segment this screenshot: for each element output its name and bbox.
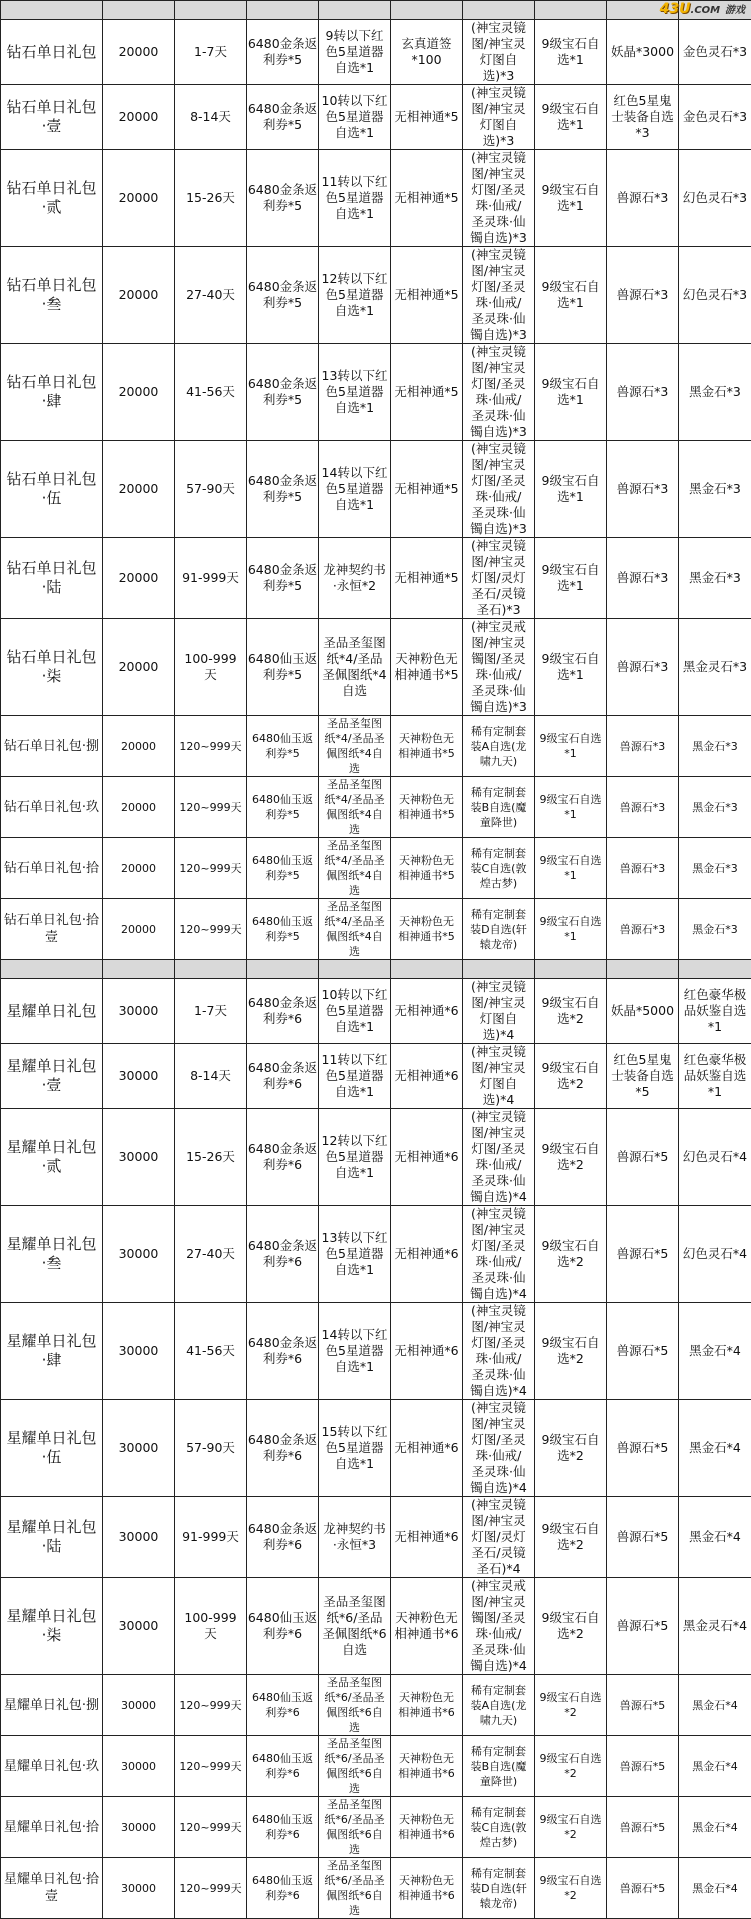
item-slot-1-cell: 12转以下红 色5星道器 自选*1 — [319, 1109, 391, 1206]
gem-choice-cell: 9级宝石自选 *2 — [535, 1675, 607, 1736]
item-slot-4-cell: 兽源石*5 — [607, 1109, 679, 1206]
rebate-voucher-cell: 6480仙玉返 利券*6 — [247, 1797, 319, 1858]
table-row — [1, 1044, 751, 1109]
item-slot-1-cell: 圣品圣玺图 纸*6/圣品 圣佩图纸*6 自选 — [319, 1578, 391, 1675]
rebate-voucher-cell: 6480金条返 利券*5 — [247, 247, 319, 344]
item-slot-3-cell: (神宝灵镜 图/神宝灵 灯图/圣灵 珠·仙戒/ 圣灵珠·仙 镯自选)*4 — [463, 1206, 535, 1303]
gem-choice-cell: 9级宝石自 选*1 — [535, 538, 607, 619]
table-body — [1, 1, 751, 1919]
spirit-stone-cell: 黑金石*4 — [679, 1303, 751, 1400]
empty-header-cell — [535, 1, 607, 20]
price-cell: 20000 — [103, 150, 175, 247]
table-row — [1, 85, 751, 150]
day-range-cell: 120~999天 — [175, 1675, 247, 1736]
day-range-cell: 120~999天 — [175, 1797, 247, 1858]
spirit-stone-cell: 黑金石*4 — [679, 1675, 751, 1736]
spirit-stone-cell: 黑金石*3 — [679, 838, 751, 899]
item-slot-4-cell: 兽源石*3 — [607, 838, 679, 899]
spirit-stone-cell: 黑金灵石*4 — [679, 1578, 751, 1675]
item-slot-3-cell: 稀有定制套 装D自选(轩 辕龙帝) — [463, 899, 535, 960]
item-slot-2-cell: 天神粉色无 相神通书*6 — [391, 1675, 463, 1736]
pack-name-cell: 星耀单日礼包 ·贰 — [1, 1109, 103, 1206]
item-slot-3-cell: (神宝灵镜 图/神宝灵 灯图/圣灵 珠·仙戒/ 圣灵珠·仙 镯自选)*4 — [463, 1400, 535, 1497]
item-slot-3-cell: (神宝灵镜 图/神宝灵 灯图/灵灯 圣石/灵镜 圣石)*3 — [463, 538, 535, 619]
item-slot-2-cell: 天神粉色无 相神通书*5 — [391, 716, 463, 777]
table-row — [1, 1497, 751, 1578]
item-slot-2-cell: 天神粉色无 相神通书*6 — [391, 1858, 463, 1919]
rebate-voucher-cell: 6480金条返 利券*5 — [247, 538, 319, 619]
price-cell: 30000 — [103, 1497, 175, 1578]
table-row — [1, 1675, 751, 1736]
day-range-cell: 91-999天 — [175, 538, 247, 619]
rebate-voucher-cell: 6480金条返 利券*5 — [247, 344, 319, 441]
item-slot-4-cell: 妖晶*3000 — [607, 20, 679, 85]
item-slot-4-cell: 兽源石*5 — [607, 1675, 679, 1736]
item-slot-2-cell: 天神粉色无 相神通书*6 — [391, 1578, 463, 1675]
pack-name-cell: 钻石单日礼包 ·叁 — [1, 247, 103, 344]
item-slot-3-cell: (神宝灵镜 图/神宝灵 灯图/圣灵 珠·仙戒/ 圣灵珠·仙 镯自选)*3 — [463, 150, 535, 247]
rebate-voucher-cell: 6480金条返 利券*5 — [247, 441, 319, 538]
item-slot-2-cell: 天神粉色无 相神通书*5 — [391, 899, 463, 960]
rebate-voucher-cell: 6480金条返 利券*5 — [247, 85, 319, 150]
day-range-cell: 15-26天 — [175, 150, 247, 247]
item-slot-4-cell: 兽源石*3 — [607, 619, 679, 716]
gem-choice-cell: 9级宝石自 选*1 — [535, 619, 607, 716]
spirit-stone-cell: 黑金石*3 — [679, 441, 751, 538]
price-cell: 20000 — [103, 716, 175, 777]
gem-choice-cell: 9级宝石自选 *2 — [535, 1797, 607, 1858]
item-slot-4-cell: 妖晶*5000 — [607, 979, 679, 1044]
item-slot-3-cell: (神宝灵镜 图/神宝灵 灯图/圣灵 珠·仙戒/ 圣灵珠·仙 镯自选)*3 — [463, 247, 535, 344]
item-slot-4-cell: 兽源石*5 — [607, 1797, 679, 1858]
day-range-cell: 1-7天 — [175, 20, 247, 85]
empty-header-cell — [679, 1, 751, 20]
rebate-voucher-cell: 6480金条返 利券*6 — [247, 1303, 319, 1400]
item-slot-1-cell: 9转以下红 色5星道器 自选*1 — [319, 20, 391, 85]
gem-choice-cell: 9级宝石自选 *1 — [535, 899, 607, 960]
table-row — [1, 838, 751, 899]
item-slot-3-cell: (神宝灵戒 图/神宝灵 镯图/圣灵 珠·仙戒/ 圣灵珠·仙 镯自选)*3 — [463, 619, 535, 716]
day-range-cell: 120~999天 — [175, 899, 247, 960]
rebate-voucher-cell: 6480仙玉返 利券*5 — [247, 838, 319, 899]
price-cell: 30000 — [103, 1858, 175, 1919]
item-slot-4-cell: 兽源石*3 — [607, 150, 679, 247]
day-range-cell: 27-40天 — [175, 1206, 247, 1303]
pack-name-cell: 星耀单日礼包 ·肆 — [1, 1303, 103, 1400]
item-slot-3-cell: (神宝灵镜 图/神宝灵 灯图/圣灵 珠·仙戒/ 圣灵珠·仙 镯自选)*4 — [463, 1109, 535, 1206]
item-slot-2-cell: 无相神通*6 — [391, 979, 463, 1044]
pack-name-cell: 钻石单日礼包·玖 — [1, 777, 103, 838]
price-cell: 30000 — [103, 1303, 175, 1400]
item-slot-2-cell: 无相神通*5 — [391, 85, 463, 150]
gem-choice-cell: 9级宝石自选 *1 — [535, 716, 607, 777]
empty-header-cell — [535, 960, 607, 979]
gem-choice-cell: 9级宝石自 选*2 — [535, 1497, 607, 1578]
rebate-voucher-cell: 6480仙玉返 利券*5 — [247, 899, 319, 960]
spirit-stone-cell: 黑金石*3 — [679, 777, 751, 838]
item-slot-4-cell: 兽源石*5 — [607, 1206, 679, 1303]
item-slot-4-cell: 兽源石*5 — [607, 1578, 679, 1675]
item-slot-3-cell: 稀有定制套 装A自选(龙 啸九天) — [463, 716, 535, 777]
day-range-cell: 57-90天 — [175, 441, 247, 538]
spirit-stone-cell: 红色豪华极 品妖鉴自选 *1 — [679, 1044, 751, 1109]
rebate-voucher-cell: 6480仙玉返 利券*6 — [247, 1578, 319, 1675]
item-slot-2-cell: 无相神通*6 — [391, 1109, 463, 1206]
gem-choice-cell: 9级宝石自 选*2 — [535, 1303, 607, 1400]
price-cell: 30000 — [103, 1206, 175, 1303]
item-slot-2-cell: 无相神通*6 — [391, 1303, 463, 1400]
item-slot-2-cell: 无相神通*5 — [391, 247, 463, 344]
pack-name-cell: 钻石单日礼包 ·壹 — [1, 85, 103, 150]
item-slot-4-cell: 兽源石*3 — [607, 441, 679, 538]
gem-choice-cell: 9级宝石自 选*1 — [535, 247, 607, 344]
table-row — [1, 1797, 751, 1858]
gem-choice-cell: 9级宝石自 选*2 — [535, 979, 607, 1044]
pack-name-cell: 星耀单日礼包·拾 — [1, 1797, 103, 1858]
table-row — [1, 441, 751, 538]
price-cell: 30000 — [103, 1675, 175, 1736]
table-row — [1, 1858, 751, 1919]
rebate-voucher-cell: 6480仙玉返 利券*5 — [247, 716, 319, 777]
day-range-cell: 8-14天 — [175, 85, 247, 150]
pack-name-cell: 星耀单日礼包·捌 — [1, 1675, 103, 1736]
empty-header-cell — [103, 960, 175, 979]
item-slot-4-cell: 兽源石*3 — [607, 344, 679, 441]
item-slot-1-cell: 圣品圣玺图 纸*4/圣品圣 佩图纸*4自 选 — [319, 838, 391, 899]
item-slot-3-cell: 稀有定制套 装B自选(魔 童降世) — [463, 1736, 535, 1797]
price-cell: 30000 — [103, 1578, 175, 1675]
item-slot-3-cell: (神宝灵镜 图/神宝灵 灯图/圣灵 珠·仙戒/ 圣灵珠·仙 镯自选)*3 — [463, 344, 535, 441]
price-cell: 30000 — [103, 1044, 175, 1109]
item-slot-2-cell: 天神粉色无 相神通书*5 — [391, 619, 463, 716]
item-slot-3-cell: 稀有定制套 装B自选(魔 童降世) — [463, 777, 535, 838]
spirit-stone-cell: 黑金石*3 — [679, 899, 751, 960]
item-slot-1-cell: 圣品圣玺图 纸*6/圣品圣 佩图纸*6自 选 — [319, 1858, 391, 1919]
rebate-voucher-cell: 6480仙玉返 利券*5 — [247, 777, 319, 838]
day-range-cell: 120~999天 — [175, 1736, 247, 1797]
gem-choice-cell: 9级宝石自 选*2 — [535, 1109, 607, 1206]
empty-header-cell — [679, 960, 751, 979]
gem-choice-cell: 9级宝石自 选*1 — [535, 150, 607, 247]
rebate-voucher-cell: 6480金条返 利券*6 — [247, 1206, 319, 1303]
empty-header-cell — [319, 960, 391, 979]
empty-header-cell — [1, 960, 103, 979]
pack-name-cell: 星耀单日礼包 ·柒 — [1, 1578, 103, 1675]
empty-header-cell — [1, 1, 103, 20]
item-slot-4-cell: 兽源石*5 — [607, 1303, 679, 1400]
spirit-stone-cell: 幻色灵石*4 — [679, 1206, 751, 1303]
pack-name-cell: 钻石单日礼包 — [1, 20, 103, 85]
price-cell: 30000 — [103, 1797, 175, 1858]
day-range-cell: 100-999 天 — [175, 1578, 247, 1675]
empty-header-cell — [319, 1, 391, 20]
item-slot-2-cell: 无相神通*6 — [391, 1400, 463, 1497]
watermark-logo-text: 43U — [660, 1, 691, 17]
empty-header-cell — [247, 1, 319, 20]
spirit-stone-cell: 黑金石*4 — [679, 1497, 751, 1578]
rebate-voucher-cell: 6480金条返 利券*5 — [247, 150, 319, 247]
rebate-voucher-cell: 6480金条返 利券*6 — [247, 1109, 319, 1206]
table-row — [1, 1578, 751, 1675]
item-slot-2-cell: 无相神通*6 — [391, 1044, 463, 1109]
day-range-cell: 57-90天 — [175, 1400, 247, 1497]
item-slot-4-cell: 兽源石*5 — [607, 1400, 679, 1497]
item-slot-1-cell: 13转以下红 色5星道器 自选*1 — [319, 344, 391, 441]
spirit-stone-cell: 黑金石*3 — [679, 344, 751, 441]
item-slot-1-cell: 龙神契约书 ·永恒*2 — [319, 538, 391, 619]
item-slot-3-cell: (神宝灵镜 图/神宝灵 灯图自 选)*4 — [463, 979, 535, 1044]
table-row — [1, 619, 751, 716]
pack-name-cell: 钻石单日礼包·拾 壹 — [1, 899, 103, 960]
empty-header-cell — [175, 960, 247, 979]
item-slot-2-cell: 玄真道签 *100 — [391, 20, 463, 85]
item-slot-3-cell: (神宝灵镜 图/神宝灵 灯图/圣灵 珠·仙戒/ 圣灵珠·仙 镯自选)*3 — [463, 441, 535, 538]
item-slot-1-cell: 11转以下红 色5星道器 自选*1 — [319, 1044, 391, 1109]
empty-header-cell — [247, 960, 319, 979]
spirit-stone-cell: 黑金石*4 — [679, 1797, 751, 1858]
table-row — [1, 1206, 751, 1303]
day-range-cell: 120~999天 — [175, 777, 247, 838]
rebate-voucher-cell: 6480金条返 利券*5 — [247, 20, 319, 85]
table-row — [1, 1400, 751, 1497]
item-slot-1-cell: 圣品圣玺图 纸*4/圣品圣 佩图纸*4自 选 — [319, 716, 391, 777]
item-slot-4-cell: 兽源石*3 — [607, 538, 679, 619]
item-slot-2-cell: 无相神通*5 — [391, 538, 463, 619]
item-slot-3-cell: 稀有定制套 装C自选(敦 煌古梦) — [463, 838, 535, 899]
price-cell: 30000 — [103, 1400, 175, 1497]
spirit-stone-cell: 黑金石*3 — [679, 538, 751, 619]
pack-name-cell: 钻石单日礼包 ·陆 — [1, 538, 103, 619]
pack-name-cell: 星耀单日礼包 ·伍 — [1, 1400, 103, 1497]
table-row — [1, 247, 751, 344]
item-slot-4-cell: 兽源石*3 — [607, 716, 679, 777]
empty-header-cell — [463, 1, 535, 20]
item-slot-3-cell: (神宝灵镜 图/神宝灵 灯图/圣灵 珠·仙戒/ 圣灵珠·仙 镯自选)*4 — [463, 1303, 535, 1400]
pack-name-cell: 钻石单日礼包 ·伍 — [1, 441, 103, 538]
day-range-cell: 41-56天 — [175, 1303, 247, 1400]
gem-choice-cell: 9级宝石自选 *2 — [535, 1736, 607, 1797]
item-slot-1-cell: 圣品圣玺图 纸*4/圣品 圣佩图纸*4 自选 — [319, 619, 391, 716]
rebate-voucher-cell: 6480仙玉返 利券*6 — [247, 1675, 319, 1736]
price-cell: 30000 — [103, 979, 175, 1044]
table-row — [1, 777, 751, 838]
item-slot-3-cell: 稀有定制套 装A自选(龙 啸九天) — [463, 1675, 535, 1736]
table-row — [1, 899, 751, 960]
price-cell: 20000 — [103, 344, 175, 441]
item-slot-4-cell: 兽源石*3 — [607, 899, 679, 960]
watermark-tag: 游戏 — [725, 5, 745, 16]
item-slot-2-cell: 天神粉色无 相神通书*5 — [391, 777, 463, 838]
item-slot-2-cell: 无相神通*6 — [391, 1206, 463, 1303]
item-slot-2-cell: 天神粉色无 相神通书*6 — [391, 1797, 463, 1858]
spirit-stone-cell: 黑金石*4 — [679, 1736, 751, 1797]
gem-choice-cell: 9级宝石自 选*1 — [535, 85, 607, 150]
item-slot-1-cell: 14转以下红 色5星道器 自选*1 — [319, 1303, 391, 1400]
empty-header-cell — [391, 1, 463, 20]
header-row — [1, 1, 751, 20]
pack-name-cell: 星耀单日礼包 ·叁 — [1, 1206, 103, 1303]
item-slot-1-cell: 圣品圣玺图 纸*6/圣品圣 佩图纸*6自 选 — [319, 1675, 391, 1736]
day-range-cell: 91-999天 — [175, 1497, 247, 1578]
item-slot-1-cell: 圣品圣玺图 纸*4/圣品圣 佩图纸*4自 选 — [319, 899, 391, 960]
item-slot-1-cell: 15转以下红 色5星道器 自选*1 — [319, 1400, 391, 1497]
price-cell: 20000 — [103, 20, 175, 85]
gem-choice-cell: 9级宝石自选 *1 — [535, 838, 607, 899]
pack-name-cell: 星耀单日礼包 ·壹 — [1, 1044, 103, 1109]
item-slot-1-cell: 10转以下红 色5星道器 自选*1 — [319, 979, 391, 1044]
day-range-cell: 41-56天 — [175, 344, 247, 441]
item-slot-1-cell: 11转以下红 色5星道器 自选*1 — [319, 150, 391, 247]
item-slot-1-cell: 10转以下红 色5星道器 自选*1 — [319, 85, 391, 150]
pack-name-cell: 钻石单日礼包·拾 — [1, 838, 103, 899]
empty-header-cell — [103, 1, 175, 20]
pack-name-cell: 钻石单日礼包 ·柒 — [1, 619, 103, 716]
table-row — [1, 979, 751, 1044]
pack-name-cell: 星耀单日礼包·玖 — [1, 1736, 103, 1797]
table-row — [1, 1303, 751, 1400]
rebate-voucher-cell: 6480仙玉返 利券*5 — [247, 619, 319, 716]
watermark-suffix: .COM — [691, 5, 721, 16]
spirit-stone-cell: 黑金石*4 — [679, 1400, 751, 1497]
item-slot-3-cell: (神宝灵镜 图/神宝灵 灯图自 选)*3 — [463, 20, 535, 85]
item-slot-2-cell: 天神粉色无 相神通书*5 — [391, 838, 463, 899]
table-row — [1, 1736, 751, 1797]
gem-choice-cell: 9级宝石自 选*1 — [535, 441, 607, 538]
gem-choice-cell: 9级宝石自 选*2 — [535, 1044, 607, 1109]
item-slot-2-cell: 天神粉色无 相神通书*6 — [391, 1736, 463, 1797]
table-row — [1, 716, 751, 777]
day-range-cell: 15-26天 — [175, 1109, 247, 1206]
pack-name-cell: 星耀单日礼包 — [1, 979, 103, 1044]
item-slot-4-cell: 兽源石*3 — [607, 247, 679, 344]
price-cell: 20000 — [103, 247, 175, 344]
table-row — [1, 20, 751, 85]
spirit-stone-cell: 黑金石*3 — [679, 716, 751, 777]
pack-name-cell: 钻石单日礼包·捌 — [1, 716, 103, 777]
day-range-cell: 120~999天 — [175, 838, 247, 899]
item-slot-3-cell: (神宝灵戒 图/神宝灵 镯图/圣灵 珠·仙戒/ 圣灵珠·仙 镯自选)*4 — [463, 1578, 535, 1675]
item-slot-4-cell: 兽源石*5 — [607, 1736, 679, 1797]
day-range-cell: 120~999天 — [175, 716, 247, 777]
table-row — [1, 1109, 751, 1206]
spirit-stone-cell: 金色灵石*3 — [679, 20, 751, 85]
item-slot-1-cell: 12转以下红 色5星道器 自选*1 — [319, 247, 391, 344]
day-range-cell: 1-7天 — [175, 979, 247, 1044]
item-slot-3-cell: 稀有定制套 装C自选(敦 煌古梦) — [463, 1797, 535, 1858]
section-separator-row — [1, 960, 751, 979]
empty-header-cell — [463, 960, 535, 979]
gem-choice-cell: 9级宝石自 选*2 — [535, 1578, 607, 1675]
table-row — [1, 344, 751, 441]
gem-choice-cell: 9级宝石自选 *1 — [535, 777, 607, 838]
day-range-cell: 120~999天 — [175, 1858, 247, 1919]
table-row — [1, 538, 751, 619]
price-cell: 20000 — [103, 538, 175, 619]
pack-name-cell: 星耀单日礼包 ·陆 — [1, 1497, 103, 1578]
empty-header-cell — [607, 1, 679, 20]
spirit-stone-cell: 幻色灵石*3 — [679, 247, 751, 344]
item-slot-4-cell: 红色5星鬼 士装备自选 *5 — [607, 1044, 679, 1109]
spirit-stone-cell: 黑金石*4 — [679, 1858, 751, 1919]
day-range-cell: 8-14天 — [175, 1044, 247, 1109]
item-slot-1-cell: 圣品圣玺图 纸*4/圣品圣 佩图纸*4自 选 — [319, 777, 391, 838]
gem-choice-cell: 9级宝石自 选*2 — [535, 1206, 607, 1303]
item-slot-1-cell: 14转以下红 色5星道器 自选*1 — [319, 441, 391, 538]
item-slot-2-cell: 无相神通*5 — [391, 344, 463, 441]
gem-choice-cell: 9级宝石自 选*2 — [535, 1400, 607, 1497]
price-cell: 20000 — [103, 838, 175, 899]
rebate-voucher-cell: 6480金条返 利券*6 — [247, 1400, 319, 1497]
gem-choice-cell: 9级宝石自 选*1 — [535, 20, 607, 85]
pack-name-cell: 钻石单日礼包 ·肆 — [1, 344, 103, 441]
empty-header-cell — [175, 1, 247, 20]
item-slot-2-cell: 无相神通*5 — [391, 441, 463, 538]
item-slot-3-cell: (神宝灵镜 图/神宝灵 灯图自 选)*3 — [463, 85, 535, 150]
rebate-voucher-cell: 6480金条返 利券*6 — [247, 1044, 319, 1109]
spirit-stone-cell: 幻色灵石*3 — [679, 150, 751, 247]
table-row — [1, 150, 751, 247]
spirit-stone-cell: 黑金灵石*3 — [679, 619, 751, 716]
item-slot-1-cell: 龙神契约书 ·永恒*3 — [319, 1497, 391, 1578]
rebate-voucher-cell: 6480金条返 利券*6 — [247, 1497, 319, 1578]
day-range-cell: 27-40天 — [175, 247, 247, 344]
empty-header-cell — [607, 960, 679, 979]
item-slot-4-cell: 红色5星鬼 士装备自选 *3 — [607, 85, 679, 150]
item-slot-2-cell: 无相神通*6 — [391, 1497, 463, 1578]
empty-header-cell — [391, 960, 463, 979]
rebate-voucher-cell: 6480金条返 利券*6 — [247, 979, 319, 1044]
rebate-voucher-cell: 6480仙玉返 利券*6 — [247, 1858, 319, 1919]
spirit-stone-cell: 幻色灵石*4 — [679, 1109, 751, 1206]
item-slot-3-cell: (神宝灵镜 图/神宝灵 灯图自 选)*4 — [463, 1044, 535, 1109]
spirit-stone-cell: 金色灵石*3 — [679, 85, 751, 150]
item-slot-4-cell: 兽源石*5 — [607, 1497, 679, 1578]
price-cell: 30000 — [103, 1109, 175, 1206]
price-cell: 20000 — [103, 85, 175, 150]
gem-choice-cell: 9级宝石自选 *2 — [535, 1858, 607, 1919]
price-cell: 30000 — [103, 1736, 175, 1797]
item-slot-4-cell: 兽源石*5 — [607, 1858, 679, 1919]
price-cell: 20000 — [103, 899, 175, 960]
rebate-voucher-cell: 6480仙玉返 利券*6 — [247, 1736, 319, 1797]
item-slot-1-cell: 圣品圣玺图 纸*6/圣品圣 佩图纸*6自 选 — [319, 1797, 391, 1858]
item-slot-2-cell: 无相神通*5 — [391, 150, 463, 247]
spirit-stone-cell: 红色豪华极 品妖鉴自选 *1 — [679, 979, 751, 1044]
price-cell: 20000 — [103, 777, 175, 838]
pack-name-cell: 星耀单日礼包·拾 壹 — [1, 1858, 103, 1919]
item-slot-4-cell: 兽源石*3 — [607, 777, 679, 838]
item-slot-3-cell: (神宝灵镜 图/神宝灵 灯图/灵灯 圣石/灵镜 圣石)*4 — [463, 1497, 535, 1578]
gem-choice-cell: 9级宝石自 选*1 — [535, 344, 607, 441]
item-slot-1-cell: 13转以下红 色5星道器 自选*1 — [319, 1206, 391, 1303]
day-range-cell: 100-999 天 — [175, 619, 247, 716]
pack-name-cell: 钻石单日礼包 ·贰 — [1, 150, 103, 247]
price-cell: 20000 — [103, 619, 175, 716]
item-slot-3-cell: 稀有定制套 装D自选(轩 辕龙帝) — [463, 1858, 535, 1919]
item-slot-1-cell: 圣品圣玺图 纸*6/圣品圣 佩图纸*6自 选 — [319, 1736, 391, 1797]
price-cell: 20000 — [103, 441, 175, 538]
